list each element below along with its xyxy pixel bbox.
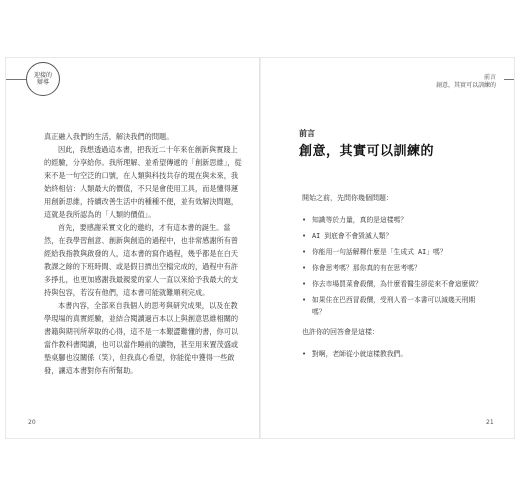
question-list — [302, 214, 487, 318]
list-item: • 你會思考嗎？那你真的有在思考嗎？ — [302, 262, 487, 274]
running-head-section: 前言 — [483, 74, 496, 81]
paragraph: 真正融入我們的生活，解決我們的問題。 — [44, 132, 174, 141]
list-item: • 對啊，老師從小就這樣教我們。 — [302, 348, 487, 360]
header-rule — [6, 79, 26, 80]
intro-text: 開始之前，先問你幾個問題： — [302, 194, 393, 202]
book-gutter — [259, 58, 261, 438]
list-item: • AI 到底會不會毀滅人類？ — [302, 230, 487, 242]
emblem-line: 辯導 — [36, 79, 49, 86]
list-item: • 你去市場買菜會殺價，為什麼看醫生卻從來不會這麼做？ — [302, 278, 487, 290]
page-number-right: 21 — [486, 419, 494, 426]
running-head — [436, 74, 496, 90]
running-head-title: 創意，其實可以訓練的 — [435, 82, 496, 89]
book-spread — [6, 58, 514, 438]
list-item: • 你能用一句話解釋什麼是「生成式 AI」嗎？ — [302, 246, 487, 258]
paragraph: 本書內容，全部來自我個人的思考與研究成果，以及在教學現場的真實經驗，並結合閱讀過百本以上與創意思維相關的書籍與期刊所萃取的心得，這不是一本艱澀難懂的書，你可以當作教科書閱讀，也可以當作睡前的讀物，甚至用來置茂盛或墊桌腳也沒關係（笑），但我真心希望，你能從中獲得一些啟發，讓這本書對你有所幫助。 — [44, 301, 239, 375]
chapter-title: 創意，其實可以訓練的 — [299, 144, 435, 159]
right-body-text — [302, 192, 487, 364]
emblem-line: 迎接的 — [33, 72, 52, 79]
chapter-label: 前言 — [299, 129, 315, 138]
left-body-text — [44, 130, 244, 377]
list-item: • 如果住在巴西冒殺價，受刑人看一本書可以減幾天刑期嗎？ — [302, 294, 487, 318]
page-number-left: 20 — [28, 419, 36, 426]
header-rule — [504, 79, 514, 80]
paragraph: 因此，我想透過這本書，把我近二十年來在創新與實踐上的經驗，分享給你。我所理解、並希望傳遞的「創新思維」，從來不是一句空泛的口號，在人類與科技共存的現在與未來，我始終相信：人類最大的價值，不只是會使用工具，而是懂得運用創新思維，持續改善生活中的種種不便，並有效解決問題，這就是我所認為的「人類的價值」。 — [44, 145, 242, 219]
outro-text: 也許你的回答會是這樣： — [302, 328, 379, 336]
paragraph: 首先，要感謝采實文化的邀約，才有這本書的誕生。當然，在我學習創意、創新與創造的過程中，也非常感謝所有曾經給我指教與啟發的人，這本書的寫作過程，幾乎都是在白天教課之餘的下班時間、或是假日擠出空檔完成的，過程中有許多掙扎，也更加感謝我最親愛的家人一直以來給予我最大的支持與包容，若沒有他們，這本書可能就難順利完成。 — [44, 223, 239, 297]
book-emblem — [26, 62, 60, 96]
list-item: • 知識等於力量，真的是這樣嗎？ — [302, 214, 487, 226]
answer-list — [302, 348, 487, 360]
